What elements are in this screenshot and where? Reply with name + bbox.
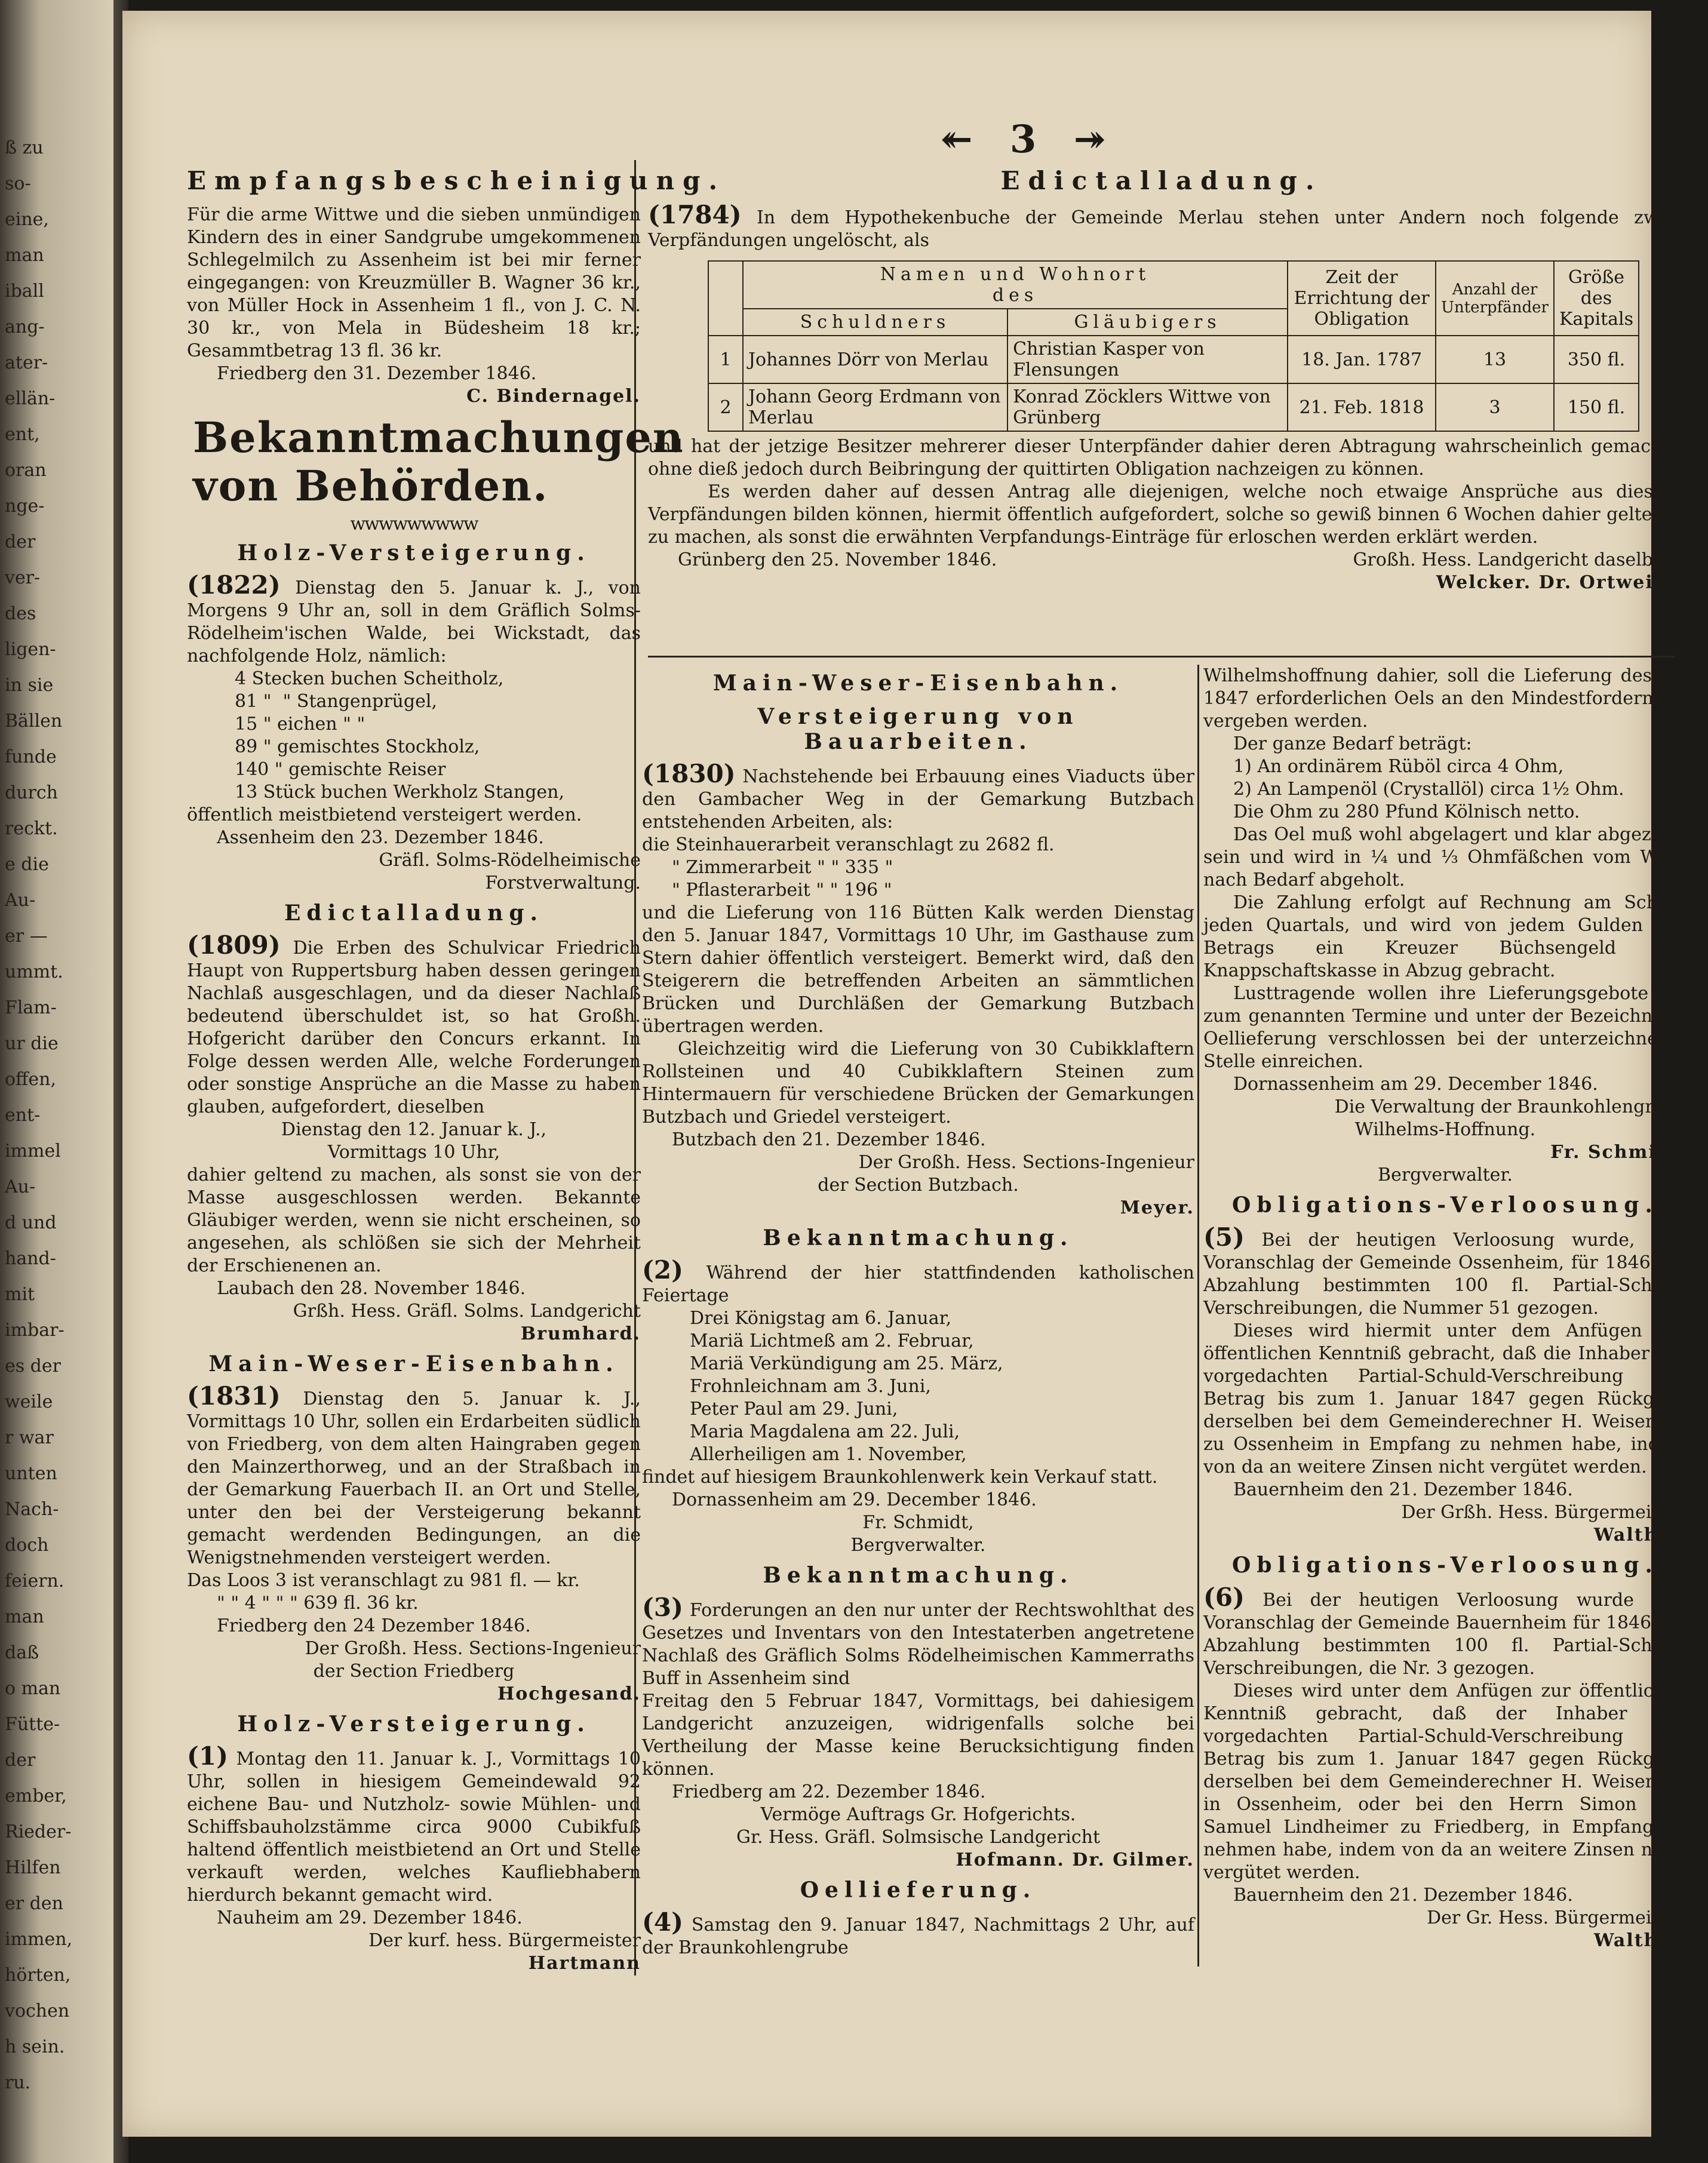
notice-1-date: Nauheim am 29. Dezember 1846. <box>217 1907 523 1928</box>
holiday-item: Peter Paul am 29. Juni, <box>690 1399 898 1420</box>
holiday-item: Allerheiligen am 1. November, <box>690 1444 967 1465</box>
edge-fragment: daß <box>5 1642 39 1663</box>
edge-fragment: funde <box>5 746 57 767</box>
notice-5-date: Bauernheim den 21. Dezember 1846. <box>1233 1479 1573 1500</box>
notice-5-sig2: Walther. <box>1593 1525 1687 1546</box>
notice-1784-sig: Welcker. Dr. Ortwein. <box>1436 572 1675 593</box>
edge-fragment: ent- <box>5 1105 41 1126</box>
holiday-item: Frohnleichnam am 3. Juni, <box>690 1376 931 1397</box>
edge-fragment: iball <box>5 281 44 302</box>
holiday-item: Drei Königstag am 6. Januar, <box>690 1308 952 1329</box>
notice-4-cont: Wilhelmshoffnung dahier, soll die Lieferung des für 1847 erforderlichen Oels an den Mindestfordernden vergeben werden. <box>1203 665 1687 732</box>
heading-bekanntmachung-1: Bekanntmachung. <box>763 1225 1074 1251</box>
notice-1831-sig1: Der Großh. Hess. Sections-Ingenieur <box>305 1638 641 1659</box>
notice-1830: (1830) Nachstehende bei Erbauung eines Viaducts über den Gambacher Weg in der Gemarkung Butzbach entstehenden Arbeiten, als: <box>642 759 1194 832</box>
notice-1822: (1822) Dienstag den 5. Januar k. J., von Morgens 9 Uhr an, soll in dem Gräflich Solms-Rödelheim'ischen Walde, bei Wickstadt, das nachfolgende Holz, nämlich: <box>187 570 641 666</box>
notice-4-date: Dornassenheim am 29. December 1846. <box>1233 1074 1598 1095</box>
heading-obligations-2: Obligations-Verloosung. <box>1232 1553 1658 1578</box>
edge-fragment: e die <box>5 854 49 875</box>
edge-fragment: ur die <box>5 1033 59 1054</box>
notice-2: (2) Während der hier stattfindenden katholischen Feiertage <box>642 1255 1194 1306</box>
heading-oellieferung: Oellieferung. <box>800 1878 1037 1903</box>
edge-fragment: der <box>5 1750 36 1771</box>
notice-4-l1: 1) An ordinärem Rüböl circa 4 Ohm, <box>1233 756 1564 777</box>
table-cell: Christian Kasper von Flensungen <box>1007 336 1288 383</box>
notice-6-body: Dieses wird unter dem Anfügen zur öffentlichen Kenntniß gebracht, daß der Inhaber der vorgedachten Partial-Schuld-Verschreibung den Betrag bis zum 1. Januar 1847 gegen Rückgabe derselben bei dem Gemeinderechner H. Weisensee in Ossenheim, oder bei den Herrn Simon und Samuel Lindheimer zu Friedberg, in Empfang zu nehmen habe, indem von da an weitere Zinsen nicht vergütet werden. <box>1203 1680 1687 1883</box>
edge-fragment: mit <box>5 1284 35 1305</box>
notice-2-date: Dornassenheim am 29. December 1846. <box>672 1489 1037 1510</box>
edge-fragment: immen, <box>5 1929 73 1950</box>
edge-fragment: o man <box>5 1678 61 1699</box>
notice-4: (4) Samstag den 9. Januar 1847, Nachmittags 2 Uhr, auf der Braunkohlengrube <box>642 1907 1194 1958</box>
edge-fragment: d und <box>5 1212 57 1233</box>
receipt-text: Für die arme Wittwe und die sieben unmündigen Kindern des in einer Sandgrube umgekommenen Schlegelmilch zu Assenheim ist bei mir ferner eingegangen: von Kreuzmüller B. Wagner 36 kr., von Müller Hock in Assenheim 1 fl., von J. C. N. 30 kr., von Mela in Büdesheim 18 kr.; Gesammtbetrag 13 fl. 36 kr. <box>187 204 641 361</box>
notice-3-sig1: Vermöge Auftrags Gr. Hofgerichts. <box>760 1804 1076 1825</box>
table-cell: 18. Jan. 1787 <box>1288 336 1436 383</box>
heading-main-weser-2: Main-Weser-Eisenbahn. <box>712 671 1124 696</box>
table-cell: 3 <box>1436 383 1554 431</box>
notice-5-body: Dieses wird hiermit unter dem Anfügen zur öffentlichen Kenntniß gebracht, daß die Inhaber der vorgedachten Partial-Schuld-Verschreibung den Betrag bis zum 1. Januar 1847 gegen Rückgabe derselben bei dem Gemeinderechner H. Weisensee zu Ossenheim in Empfang zu nehmen habe, indem von da an weitere Zinsen nicht vergütet werden. <box>1203 1320 1687 1477</box>
notice-3-body: Freitag den 5 Februar 1847, Vormittags, bei dahiesigem Landgericht anzuzeigen, widrigenfalls solche bei Vertheilung der Masse keine Berucksichtigung finden können. <box>642 1691 1194 1780</box>
notice-4-body1: Das Oel muß wohl abgelagert und klar abgezapft sein und wird in ¼ und ⅓ Ohmfäßchen vom Werk nach Bedarf abgeholt. <box>1203 824 1687 890</box>
edge-fragment: hörten, <box>5 1965 71 1986</box>
edge-fragment: ver- <box>5 567 41 588</box>
notice-1822-sig1: Gräfl. Solms-Rödelheimische <box>379 850 641 871</box>
edge-fragment: Flam- <box>5 997 57 1018</box>
notice-1831-sig3: Hochgesand. <box>497 1683 641 1704</box>
column-left <box>187 160 726 1975</box>
table-row <box>708 336 1639 383</box>
edge-fragment: Fütte- <box>5 1714 60 1735</box>
holiday-item: Mariä Verkündigung am 25. März, <box>690 1353 1003 1374</box>
edge-fragment: des <box>5 603 36 624</box>
notice-3: (3) Forderungen an den nur unter der Rechtswohlthat des Gesetzes und Inventars von den Intestaterben angetretene Nachlaß des Gräflich Solms Rödelheimischen Kammerraths Buff in Assenheim sind <box>642 1593 1194 1689</box>
notice-4-l3: Die Ohm zu 280 Pfund Kölnisch netto. <box>1233 801 1580 822</box>
notice-4-sig3: Fr. Schmidt, <box>1550 1142 1687 1163</box>
wood-item: 89 " gemischtes Stockholz, <box>235 736 480 757</box>
page-number: ↞ 3 ↠ <box>941 117 1118 162</box>
notice-6: (6) Bei der heutigen Verloosung wurde laut Voranschlag der Gemeinde Bauernheim für 1846 zur Abzahlung bestimmten 100 fl. Partial-Schuld-Verschreibungen, die Nr. 3 gezogen. <box>1203 1583 1687 1679</box>
wood-list <box>187 668 641 804</box>
edge-fragment: ru. <box>5 2072 31 2093</box>
notice-1809-date: Laubach den 28. November 1846. <box>217 1278 526 1299</box>
wood-item: 81 " " Stangenprügel, <box>235 691 437 712</box>
notice-4-sig4: Bergverwalter. <box>1378 1165 1513 1185</box>
heading-holz-2: Holz-Versteigerung. <box>237 1712 591 1737</box>
ornament: wwwwwwwww <box>350 514 478 534</box>
heading-edictal-top: Edictalladung. <box>1000 166 1323 195</box>
edge-fragment: ellän- <box>5 388 56 409</box>
edge-fragment: der <box>5 531 36 552</box>
notice-1830-sig1: Der Großh. Hess. Sections-Ingenieur <box>858 1152 1194 1173</box>
column-middle <box>642 665 1194 1959</box>
edge-fragment: oran <box>5 460 47 481</box>
holiday-item: Mariä Lichtmeß am 2. Februar, <box>690 1331 974 1351</box>
edge-fragment: so- <box>5 173 31 194</box>
notice-1784: (1784) In dem Hypothekenbuche der Gemeinde Merlau stehen unter Andern noch folgende zwei Verpfändungen ungelöscht, als <box>648 200 1675 251</box>
notice-1831: (1831) Dienstag den 5. Januar k. J., Vormittags 10 Uhr, sollen ein Erdarbeiten südlich von Friedberg, von dem alten Haingraben gegen den Mainzerthorweg, und an der Straßbach in der Gemarkung Fauerbach II. an Ort und Stelle, unter den bei der Versteigerung bekannt gemacht werdenden Bedingungen, an die Wenigstnehmenden versteigert werden. <box>187 1381 641 1568</box>
edge-fragment: ligen- <box>5 639 56 660</box>
table-cell: 21. Feb. 1818 <box>1288 383 1436 431</box>
notice-4-body3: Lusttragende wollen ihre Lieferungsgebote bis zum genannten Termine und unter der Bezeichnung Oellieferung verschlossen bei der unterzeichneten Stelle einreichen. <box>1203 983 1687 1072</box>
notice-1830-l1: die Steinhauerarbeit veranschlagt zu 2682 fl. <box>642 834 1055 855</box>
table-cell: Konrad Zöcklers Wittwe von Grünberg <box>1007 383 1288 431</box>
edge-fragment: r war <box>5 1427 54 1448</box>
notice-1830-body2: Gleichzeitig wird die Lieferung von 30 Cubikklaftern Rollsteinen und 40 Cubikklaftern Steinen zum Hintermauern für verschiedene Brücken der Gemarkungen Butzbach und Griedel versteigert. <box>642 1039 1194 1127</box>
notice-2-sig1: Fr. Schmidt, <box>862 1512 974 1533</box>
notice-5-sig1: Der Grßh. Hess. Bürgermeister <box>1401 1502 1687 1523</box>
mortgage-table: Namen und Wohnort des Zeit der Errichtung der Obligation Anzahl der Unterpfänder Größe des Kapitals Schuldners Gläubigers 1 Johannes Dörr von Merlau Christian Kasper von Flensungen 18. Jan. 1787 13 350 fl. 2 Johann Georg Erdmann von Merlau Konrad Zöcklers Wittwe von Grünberg 21. Feb. 1818 3 150 fl. <box>708 260 1639 432</box>
section-title: Bekanntmachungen von Behörden. <box>193 413 684 511</box>
edge-fragment: ater- <box>5 352 48 373</box>
wood-item: 13 Stück buchen Werkholz Stangen, <box>235 782 565 803</box>
edge-fragment: ummt. <box>5 961 63 982</box>
top-right-notice <box>648 160 1675 594</box>
notice-2-end: findet auf hiesigem Braunkohlenwerk kein Verkauf statt. <box>642 1467 1158 1488</box>
notice-1830-date: Butzbach den 21. Dezember 1846. <box>672 1129 986 1150</box>
edge-fragment: er — <box>5 926 48 947</box>
notice-1831-line1: Das Loos 3 ist veranschlagt zu 981 fl. — kr. <box>187 1570 580 1591</box>
wood-item: 15 " eichen " " <box>235 714 365 735</box>
notice-1784-body2: Es werden daher auf dessen Antrag alle diejenigen, welche noch etwaige Ansprüche aus diesen Verpfändungen bilden können, hiermit öffentlich aufgefordert, solche so gewiß binnen 6 Wochen dahier geltend zu machen, als sonst die erwähnten Verpfandungs-Einträge für erloschen werden erklärt werden. <box>648 481 1675 548</box>
edge-fragment: weile <box>5 1391 53 1412</box>
table-cell: Johannes Dörr von Merlau <box>743 336 1007 383</box>
edge-fragment: in sie <box>5 675 54 696</box>
notice-2-sig2: Bergverwalter. <box>850 1535 986 1556</box>
edge-fragment: vochen <box>5 2001 70 2021</box>
heading-bauarbeiten: Versteigerung von Bauarbeiten. <box>757 704 1079 754</box>
notice-5: (5) Bei der heutigen Verloosung wurde, laut Voranschlag der Gemeinde Ossenheim, für 1846 zur Abzahlung bestimmten 100 fl. Partial-Schuld-Verschreibungen, die Nummer 51 gezogen. <box>1203 1222 1687 1319</box>
heading-obligations-1: Obligations-Verloosung. <box>1232 1193 1658 1218</box>
edge-fragment: nge- <box>5 496 45 517</box>
notice-3-sig3: Hofmann. Dr. Gilmer. <box>956 1849 1194 1870</box>
edge-fragment: ember, <box>5 1786 67 1806</box>
heading-edictal-1: Edictalladung. <box>284 901 544 926</box>
edge-fragment: man <box>5 1606 44 1627</box>
edge-fragment: ang- <box>5 317 45 337</box>
edge-fragment: unten <box>5 1463 57 1484</box>
edge-fragment: Au- <box>5 1176 36 1197</box>
notice-1809-body: dahier geltend zu machen, als sonst sie von der Masse ausgeschlossen werden. Bekannte Gläubiger werden, wenn sie nicht erscheinen, so angesehen, als schlößen sie sich der Mehrheit der Erschienenen an. <box>187 1165 641 1276</box>
notice-1784-body: und hat der jetzige Besitzer mehrerer dieser Unterpfänder dahier deren Abtragung wahrscheinlich gemacht, ohne dieß jedoch durch Beibringung der quittirten Obligation nachzeigen zu können. <box>648 436 1675 480</box>
notice-1831-date: Friedberg den 24 Dezember 1846. <box>217 1615 531 1636</box>
wood-item: 4 Stecken buchen Scheitholz, <box>235 668 504 689</box>
notice-1: (1) Montag den 11. Januar k. J., Vormittags 10 Uhr, sollen in hiesigem Gemeindewald 92 eichene Bau- und Nutzholz- sowie Mühlen- und Schiffsbauholzstämme circa 9000 Cubikfuß haltend öffentlich meistbietend an Ort und Stelle verkauft werden, welches Kaufliebhabern hierdurch bekannt gemacht wird. <box>187 1741 641 1906</box>
heading-bekanntmachung-2: Bekanntmachung. <box>763 1563 1074 1588</box>
edge-fragment: h sein. <box>5 2036 65 2057</box>
notice-1822-date: Assenheim den 23. Dezember 1846. <box>217 827 544 848</box>
notice-6-sig1: Der Gr. Hess. Bürgermeister <box>1427 1907 1687 1928</box>
notice-3-date: Friedberg am 22. Dezember 1846. <box>672 1781 986 1802</box>
notice-4-l2: 2) An Lampenöl (Crystallöl) circa 1½ Ohm. <box>1233 779 1624 800</box>
wood-item: 140 " gemischte Reiser <box>235 759 446 780</box>
notice-4-sig2: Wilhelms-Hoffnung. <box>1354 1119 1536 1140</box>
notice-1-sig2: Hartmann <box>528 1953 641 1974</box>
table-cell: Johann Georg Erdmann von Merlau <box>743 383 1007 431</box>
notice-1-sig1: Der kurf. hess. Bürgermeister <box>368 1930 641 1951</box>
edge-fragment: er den <box>5 1893 63 1914</box>
notice-1830-l2: " Zimmerarbeit " " 335 " <box>672 857 893 878</box>
notice-1809-date-line1: Dienstag den 12. Januar k. J., <box>281 1119 547 1140</box>
receipt-date: Friedberg den 31. Dezember 1846. <box>217 363 537 384</box>
edge-fragment: es der <box>5 1356 61 1377</box>
edge-fragment: Au- <box>5 890 36 911</box>
notice-1831-sig2: der Section Friedberg <box>313 1661 515 1682</box>
table-cell: 150 fl. <box>1554 383 1639 431</box>
edge-fragment: ent, <box>5 424 40 445</box>
table-cell: 1 <box>708 336 743 383</box>
edge-fragment: imbar- <box>5 1320 64 1341</box>
notice-1809: (1809) Die Erben des Schulvicar Friedrich Haupt von Ruppertsburg haben dessen geringen Nachlaß ausgeschlagen, und da dieser Nachlaß bedeutend überschuldet ist, so hat Großh. Hofgericht darüber den Concurs erkannt. In Folge dessen werden Alle, welche Forderungen oder sonstige Ansprüche an die Masse zu haben glauben, aufgefordert, dieselben <box>187 930 641 1117</box>
notice-4-sig1: Die Verwaltung der Braunkohlengrube <box>1334 1096 1687 1117</box>
column-right <box>1203 665 1687 1952</box>
edge-fragment: Rieder- <box>5 1821 72 1842</box>
heading-main-weser-1: Main-Weser-Eisenbahn. <box>208 1351 619 1377</box>
holiday-item: Maria Magdalena am 22. Juli, <box>690 1421 960 1442</box>
notice-1830-l3: " Pflasterarbeit " " 196 " <box>672 880 892 901</box>
newspaper-page <box>122 11 1687 2137</box>
edge-fragment: durch <box>5 782 58 803</box>
receipt-signature: C. Bindernagel. <box>466 386 641 407</box>
edge-fragment: immel <box>5 1141 61 1162</box>
edge-fragment: eine, <box>5 209 49 230</box>
edge-fragment: reckt. <box>5 818 58 839</box>
notice-1830-body: und die Lieferung von 116 Bütten Kalk werden Dienstag den 5. Januar 1847, Vormittags 10 Uhr, im Gasthause zum Stern dahier öffentlich versteigert. Bemerkt wird, daß den Steigerern die betreffenden Arbeiten an sämmtlichen Brücken und Durchläßen der Gemarkung Butzbach übertragen werden. <box>642 902 1194 1037</box>
notice-1809-sig2: Brumhard. <box>520 1323 641 1344</box>
edge-fragment: ß zu <box>5 137 44 158</box>
notice-1830-sig2: der Section Butzbach. <box>818 1175 1019 1196</box>
edge-fragment: Hilfen <box>5 1857 61 1878</box>
table-row <box>708 383 1639 431</box>
edge-fragment: doch <box>5 1535 49 1556</box>
previous-page-edge <box>0 0 113 2163</box>
notice-1830-sig3: Meyer. <box>1120 1197 1194 1218</box>
notice-4-body2: Die Zahlung erfolgt auf Rechnung am Schluß jeden Quartals, und wird von jedem Gulden des Betrags ein Kreuzer Büchsengeld zur Knappschaftskasse in Abzug gebracht. <box>1203 892 1687 981</box>
edge-fragment: Nach- <box>5 1499 59 1520</box>
notice-6-sig2: Walther. <box>1593 1930 1687 1951</box>
notice-1822-sig2: Forstverwaltung. <box>485 872 641 893</box>
table-cell: 13 <box>1436 336 1554 383</box>
edge-fragment: Bällen <box>5 711 63 732</box>
notice-6-date: Bauernheim den 21. Dezember 1846. <box>1233 1885 1573 1906</box>
column-rule-right <box>1197 665 1199 1967</box>
notice-1809-date-line2: Vormittags 10 Uhr, <box>327 1142 500 1163</box>
edge-fragment: hand- <box>5 1248 56 1269</box>
notice-1831-line2: " " 4 " " " 639 fl. 36 kr. <box>217 1593 419 1614</box>
notice-1809-sig1: Grßh. Hess. Gräfl. Solms. Landgericht <box>293 1301 641 1322</box>
edge-fragment: man <box>5 245 44 266</box>
receipt-heading: Empfangsbescheinigung. <box>187 166 726 195</box>
horizontal-rule <box>648 656 1675 657</box>
notice-4-bedarf: Der ganze Bedarf beträgt: <box>1233 733 1472 754</box>
table-cell: 2 <box>708 383 743 431</box>
table-cell: 350 fl. <box>1554 336 1639 383</box>
edge-fragment: offen, <box>5 1069 56 1090</box>
edge-fragment: feiern. <box>5 1571 64 1591</box>
holiday-list <box>642 1307 1194 1466</box>
notice-3-sig2: Gr. Hess. Gräfl. Solmsische Landgericht <box>736 1827 1100 1848</box>
notice-1822-end: öffentlich meistbietend versteigert werden. <box>187 804 582 825</box>
notice-1784-footer: Grünberg den 25. November 1846. Großh. Hess. Landgericht daselbst. <box>678 549 1675 570</box>
heading-holz-1: Holz-Versteigerung. <box>237 540 591 566</box>
